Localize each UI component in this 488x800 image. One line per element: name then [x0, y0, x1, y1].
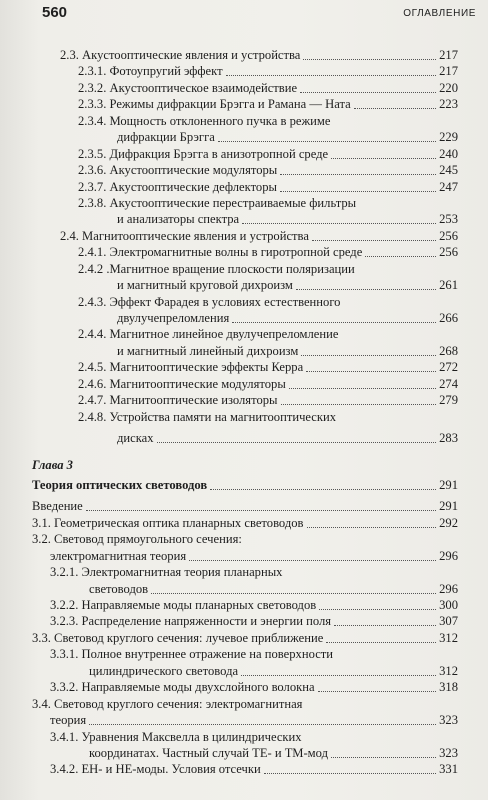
toc-entry-text: цилиндрического световода: [89, 663, 239, 678]
toc-entry: [0, 498, 488, 514]
toc-entry: [0, 696, 488, 712]
toc-entry: [0, 613, 488, 629]
toc-entry-text: 2.3.4. Мощность отклоненного пучка в режиме: [78, 113, 331, 128]
toc-page-number: 268: [439, 343, 458, 358]
toc-entry-text: 2.3. Акустооптические явления и устройства: [60, 48, 301, 62]
dot-leader: [264, 761, 436, 774]
toc-entry: [0, 745, 488, 761]
dot-leader: [89, 712, 436, 725]
toc-page-number: 323: [439, 745, 458, 760]
dot-leader: [306, 359, 436, 372]
toc-page-number: 291: [439, 499, 458, 514]
dot-leader: [218, 129, 436, 142]
toc-entry: [0, 729, 488, 745]
toc-entry: [0, 294, 488, 310]
toc-entry: [0, 179, 488, 195]
dot-leader: [157, 430, 436, 443]
dot-leader: [312, 228, 436, 241]
toc-page-number: 296: [439, 581, 458, 596]
dot-leader: [189, 548, 436, 561]
toc-entry-text: 2.3.2. Акустооптическое взаимодействие: [78, 80, 298, 95]
toc-entry-text: теория: [50, 713, 87, 728]
toc-entry: [0, 277, 488, 293]
toc-entry-text: и анализаторы спектра: [117, 212, 240, 227]
toc-entry-text: 2.4.8. Устройства памяти на магнитооптических: [78, 409, 337, 424]
dot-leader: [354, 96, 436, 109]
toc-entry: [0, 409, 488, 425]
toc-entry: [0, 392, 488, 408]
toc-page-number: 283: [439, 431, 458, 446]
dot-leader: [241, 663, 436, 676]
toc-entry-text: 2.4.7. Магнитооптические изоляторы: [78, 393, 278, 408]
dot-leader: [289, 376, 436, 389]
dot-leader: [280, 179, 436, 192]
toc-entry: [0, 597, 488, 613]
toc-page-number: 245: [439, 163, 458, 178]
toc-page-number: 274: [439, 376, 458, 391]
toc-entry-text: 3.4.1. Уравнения Максвелла в цилиндрических: [50, 729, 302, 744]
dot-leader: [307, 515, 436, 528]
toc-page-number: 296: [439, 548, 458, 563]
toc-entry-text: 2.4.3. Эффект Фарадея в условиях естественного: [78, 294, 341, 309]
toc-entry: [0, 515, 488, 531]
toc-page-number: 291: [439, 477, 458, 492]
toc-page-number: 217: [439, 48, 458, 62]
toc-entry: [0, 310, 488, 326]
toc-entry-text: 3.4.2. ЕН- и НЕ-моды. Условия отсечки: [50, 762, 261, 777]
toc-entry-text: Теория оптических световодов: [32, 477, 208, 492]
dot-leader: [210, 477, 436, 490]
dot-leader: [319, 597, 436, 610]
toc-entry-text: координатах. Частный случай ТЕ- и ТМ-мод: [89, 745, 328, 760]
toc-entry: [0, 326, 488, 342]
toc-entry-text: и магнитный линейный дихроизм: [117, 343, 299, 358]
dot-leader: [318, 679, 436, 692]
toc-page-number: 220: [439, 80, 458, 95]
toc-page-number: 272: [439, 360, 458, 375]
toc-entry: [0, 129, 488, 145]
toc-entry: [0, 646, 488, 662]
toc-entry-text: 3.3.1. Полное внутреннее отражение на поверхности: [50, 647, 334, 662]
toc-entry: [0, 531, 488, 547]
toc-entry: [0, 63, 488, 79]
dot-leader: [296, 277, 436, 290]
toc-page-number: 292: [439, 515, 458, 530]
toc-entry: [0, 244, 488, 260]
toc-entry-text: двулучепреломления: [117, 311, 230, 325]
chapter-title-entry: [0, 477, 488, 493]
toc-entry-text: 2.4. Магнитооптические явления и устройства: [60, 228, 309, 243]
toc-entry: [0, 195, 488, 211]
table-of-contents: [0, 47, 488, 778]
dot-leader: [280, 162, 436, 175]
toc-page-number: 240: [439, 146, 458, 161]
toc-entry-text: 2.3.5. Дифракция Брэгга в анизотропной среде: [78, 146, 329, 161]
toc-page-number: 331: [439, 762, 458, 777]
toc-entry: [0, 564, 488, 580]
toc-page-number: 300: [439, 598, 458, 612]
toc-entry-text: 2.4.1. Электромагнитные волны в гиротропной среде: [78, 245, 363, 260]
toc-entry: [0, 359, 488, 375]
dot-leader: [326, 630, 436, 643]
toc-entry: [0, 343, 488, 359]
toc-entry: [0, 430, 488, 446]
toc-entry-text: 3.2.2. Направляемые моды планарных световодов: [50, 598, 317, 612]
toc-entry-text: 2.4.2 .Магнитное вращение плоскости поляризации: [78, 261, 355, 276]
toc-entry: [0, 211, 488, 227]
toc-entry: [0, 261, 488, 277]
toc-entry-text: 3.2. Световод прямоугольного сечения:: [32, 532, 242, 547]
toc-entry: [0, 96, 488, 112]
toc-entry: [0, 162, 488, 178]
toc-entry-text: и магнитный круговой дихроизм: [117, 278, 293, 293]
toc-entry: [0, 228, 488, 244]
toc-entry: [0, 663, 488, 679]
toc-entry-text: 3.1. Геометрическая оптика планарных световодов: [32, 515, 304, 530]
toc-entry-text: 3.3.2. Направляемые моды двухслойного волокна: [50, 680, 315, 695]
toc-entry: [0, 761, 488, 777]
toc-entry-text: дифракции Брэгга: [117, 130, 215, 145]
toc-page-number: 312: [439, 663, 458, 678]
dot-leader: [331, 745, 436, 758]
dot-leader: [365, 244, 436, 257]
dot-leader: [151, 581, 436, 594]
toc-entry: [0, 581, 488, 597]
toc-entry-text: 2.4.4. Магнитное линейное двулучепреломление: [78, 327, 339, 342]
toc-page-number: 318: [439, 680, 458, 695]
toc-entry: [0, 146, 488, 162]
running-head: ОГЛАВЛЕНИЕ: [403, 8, 476, 19]
toc-entry-text: 2.3.6. Акустооптические модуляторы: [78, 163, 278, 178]
toc-entry-text: Введение: [32, 499, 83, 514]
toc-entry-text: 3.2.1. Электромагнитная теория планарных: [50, 565, 283, 580]
dot-leader: [300, 80, 436, 93]
toc-entry-text: 2.4.6. Магнитооптические модуляторы: [78, 376, 286, 391]
dot-leader: [226, 63, 436, 76]
toc-entry-text: 2.4.5. Магнитооптические эффекты Керра: [78, 360, 304, 375]
dot-leader: [301, 343, 436, 356]
toc-page-number: 229: [439, 130, 458, 145]
toc-page-number: 247: [439, 179, 458, 194]
dot-leader: [334, 613, 436, 626]
toc-entry: [0, 548, 488, 564]
toc-page-number: 312: [439, 630, 458, 645]
toc-page-number: 253: [439, 212, 458, 227]
toc-entry: [0, 47, 488, 63]
toc-page-number: 323: [439, 713, 458, 728]
page-header: [0, 0, 488, 24]
toc-entry-text: 2.3.3. Режимы дифракции Брэгга и Рамана — Ната: [78, 97, 351, 112]
toc-entry: [0, 113, 488, 129]
toc-entry-text: 2.3.8. Акустооптические перестраиваемые фильтры: [78, 195, 357, 210]
toc-entry: [0, 679, 488, 695]
toc-entry: [0, 630, 488, 646]
dot-leader: [281, 392, 436, 405]
toc-entry-text: Глава 3: [32, 457, 73, 472]
dot-leader: [303, 47, 436, 60]
dot-leader: [331, 146, 436, 159]
chapter-label: [0, 457, 488, 473]
toc-page-number: 261: [439, 278, 458, 293]
toc-entry-text: 3.2.3. Распределение напряженности и энергии поля: [50, 614, 332, 629]
toc-page-number: 266: [439, 311, 458, 325]
toc-page-number: 217: [439, 64, 458, 79]
toc-entry: [0, 376, 488, 392]
toc-entry-text: 3.3. Световод круглого сечения: лучевое приближение: [32, 630, 324, 645]
toc-entry-text: 2.3.1. Фотоупругий эффект: [78, 64, 223, 79]
toc-entry-text: 2.3.7. Акустооптические дефлекторы: [78, 179, 277, 194]
toc-entry: [0, 712, 488, 728]
toc-page-number: 279: [439, 393, 458, 408]
toc-page-number: 307: [439, 614, 458, 629]
toc-page-number: 256: [439, 245, 458, 260]
toc-page-number: 223: [439, 97, 458, 112]
dot-leader: [232, 310, 436, 323]
toc-entry-text: электромагнитная теория: [50, 548, 187, 563]
toc-entry-text: дисках: [117, 431, 154, 446]
toc-entry-text: световодов: [89, 581, 149, 596]
toc-page-number: 256: [439, 228, 458, 243]
dot-leader: [242, 211, 436, 224]
toc-entry-text: 3.4. Световод круглого сечения: электромагнитная: [32, 696, 303, 711]
toc-entry: [0, 80, 488, 96]
dot-leader: [86, 498, 436, 511]
page-number: 560: [42, 4, 68, 21]
